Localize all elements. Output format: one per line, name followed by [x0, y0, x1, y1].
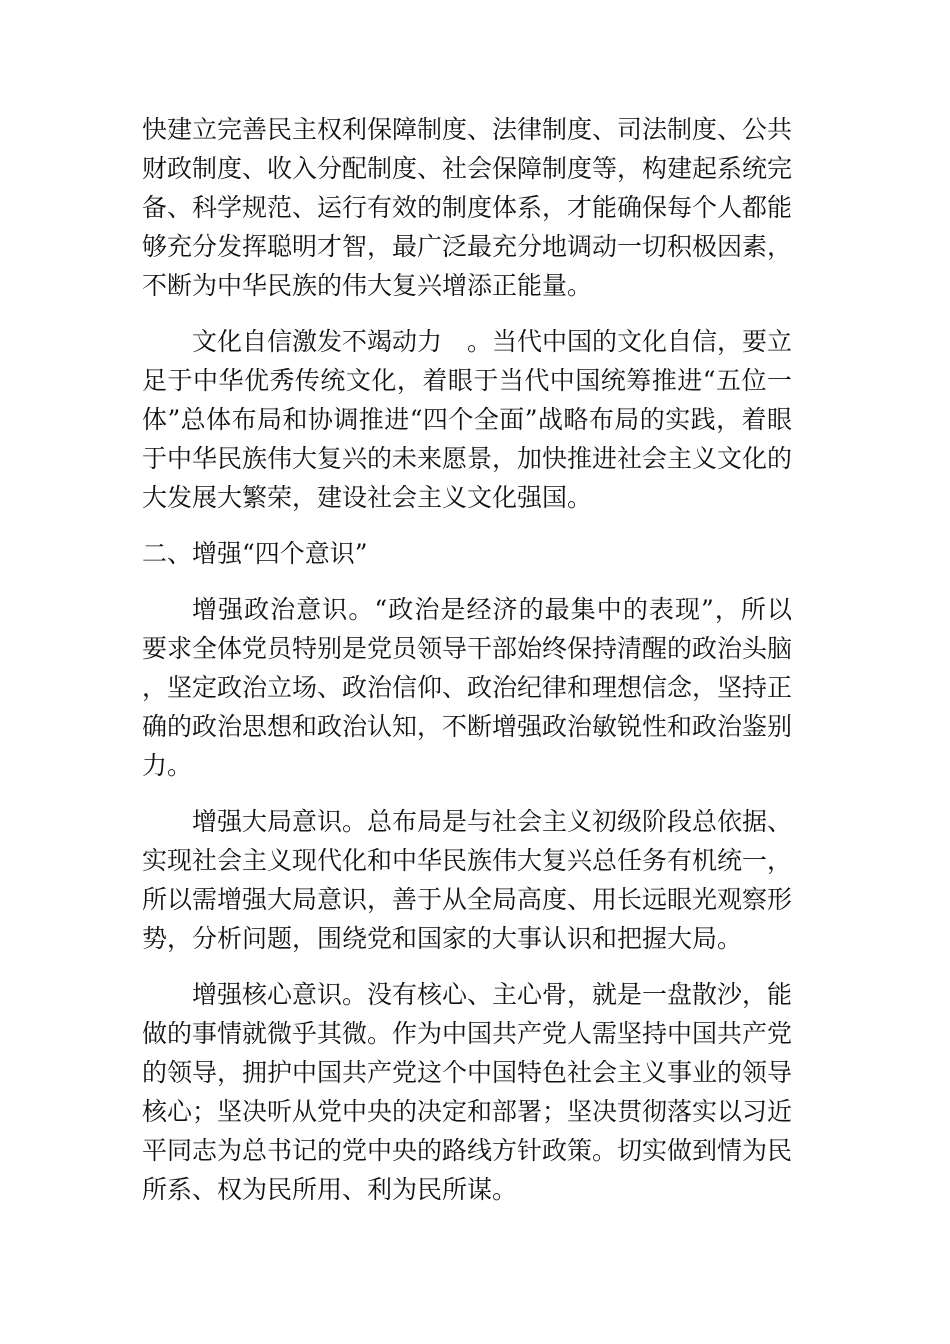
section-heading-four-consciousness: 二、增强“四个意识” [142, 539, 368, 568]
paragraph-institutional-system: 快建立完善民主权利保障制度、法律制度、司法制度、公共财政制度、收入分配制度、社会保障制度等，构建起系统完备、科学规范、运行有效的制度体系，才能确保每个人都能够充分发挥聪明才智，最广泛最充分地调动一切积极因素，不断为中华民族的伟大复兴增添正能量。 [142, 115, 793, 300]
paragraph-overall-consciousness: 增强大局意识。总布局是与社会主义初级阶段总依据、实现社会主义现代化和中华民族伟大复兴总任务有机统一，所以需增强大局意识，善于从全局高度、用长远眼光观察形势，分析问题，围绕党和国家的大事认识和把握大局。 [142, 807, 793, 953]
paragraph-political-consciousness: 增强政治意识。“政治是经济的最集中的表现”，所以要求全体党员特别是党员领导干部始终保持清醒的政治头脑，坚定政治立场、政治信仰、政治纪律和理想信念，坚持正确的政治思想和政治认知，不断增强政治敏锐性和政治鉴别力。 [142, 595, 793, 780]
paragraph-core-consciousness: 增强核心意识。没有核心、主心骨，就是一盘散沙，能做的事情就微乎其微。作为中国共产党人需坚持中国共产党的领导，拥护中国共产党这个中国特色社会主义事业的领导核心；坚决听从党中央的决定和部署；坚决贯彻落实以习近平同志为总书记的党中央的路线方针政策。切实做到情为民所系、权为民所用、利为民所谋。 [142, 980, 793, 1204]
paragraph-cultural-confidence: 文化自信激发不竭动力 。当代中国的文化自信，要立足于中华优秀传统文化，着眼于当代中国统筹推进“五位一体”总体布局和协调推进“四个全面”战略布局的实践，着眼于中华民族伟大复兴的未来愿景，加快推进社会主义文化的大发展大繁荣，建设社会主义文化强国。 [142, 327, 793, 512]
document-page [142, 110, 792, 1226]
